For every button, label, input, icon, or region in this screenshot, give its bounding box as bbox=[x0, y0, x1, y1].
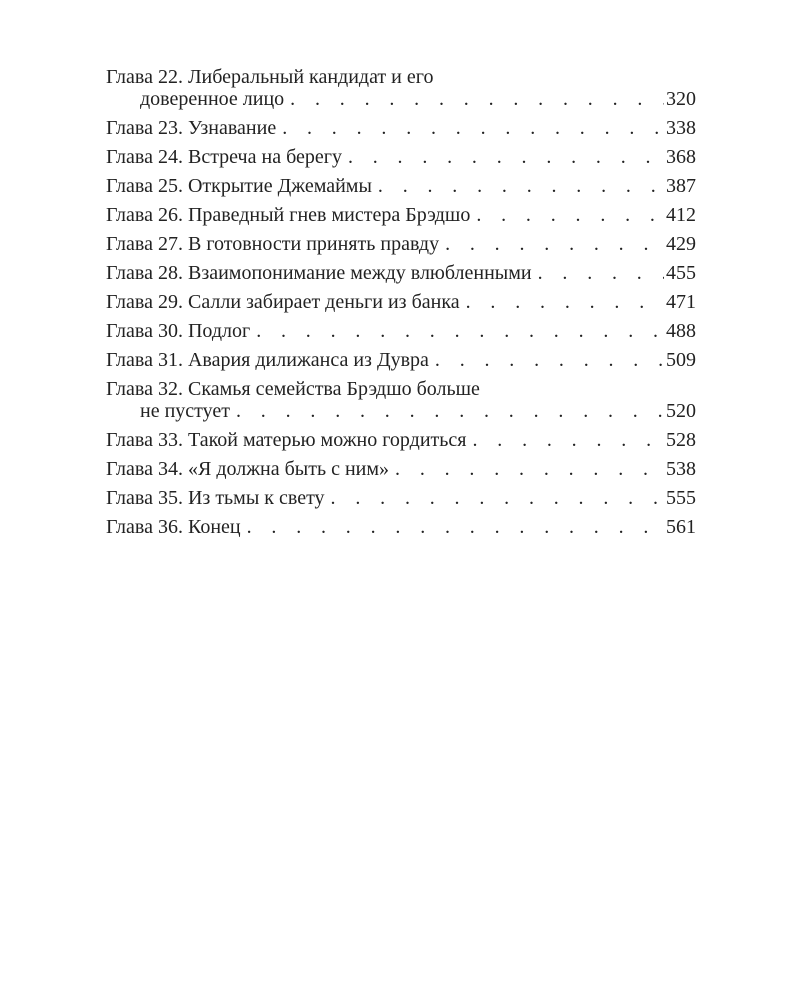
toc-entry bbox=[106, 349, 696, 371]
dot-leader bbox=[241, 516, 664, 538]
dot-leader bbox=[466, 429, 664, 451]
toc-page-number: 561 bbox=[666, 516, 696, 538]
toc-entry-title: Глава 23. Узнавание bbox=[106, 117, 277, 139]
table-of-contents bbox=[106, 66, 696, 545]
toc-entry-title-continuation: доверенное лицо bbox=[140, 88, 285, 110]
dot-leader bbox=[250, 320, 664, 342]
toc-page-number: 538 bbox=[666, 458, 696, 480]
dot-leader bbox=[470, 204, 664, 226]
dot-leader bbox=[429, 349, 664, 371]
toc-entry-title: Глава 30. Подлог bbox=[106, 320, 251, 342]
dot-leader bbox=[439, 233, 664, 255]
toc-entry bbox=[106, 487, 696, 509]
dot-leader bbox=[342, 146, 664, 168]
toc-page-number: 429 bbox=[666, 233, 696, 255]
dot-leader bbox=[325, 487, 664, 509]
dot-leader bbox=[230, 400, 664, 422]
toc-entry bbox=[106, 320, 696, 342]
toc-entry bbox=[106, 175, 696, 197]
toc-entry-title-continuation: не пустует bbox=[140, 400, 230, 422]
toc-entry bbox=[106, 262, 696, 284]
toc-entry bbox=[106, 378, 696, 422]
toc-page-number: 455 bbox=[666, 262, 696, 284]
toc-entry bbox=[106, 146, 696, 168]
toc-page-number: 528 bbox=[666, 429, 696, 451]
toc-entry bbox=[106, 458, 696, 480]
toc-entry-title: Глава 34. «Я должна быть с ним» bbox=[106, 458, 390, 480]
dot-leader bbox=[372, 175, 664, 197]
toc-entry-title: Глава 29. Салли забирает деньги из банка bbox=[106, 291, 460, 313]
toc-entry-title: Глава 22. Либеральный кандидат и его bbox=[106, 66, 434, 88]
dot-leader bbox=[532, 262, 664, 284]
toc-entry-title: Глава 33. Такой матерью можно гордиться bbox=[106, 429, 467, 451]
dot-leader bbox=[276, 117, 664, 139]
dot-leader bbox=[460, 291, 664, 313]
toc-entry-title: Глава 35. Из тьмы к свету bbox=[106, 487, 325, 509]
toc-entry bbox=[106, 66, 696, 110]
toc-entry-title: Глава 31. Авария дилижанса из Дувра bbox=[106, 349, 429, 371]
toc-entry-title: Глава 25. Открытие Джемаймы bbox=[106, 175, 372, 197]
toc-entry bbox=[106, 291, 696, 313]
toc-entry bbox=[106, 204, 696, 226]
toc-entry bbox=[106, 233, 696, 255]
toc-page-number: 387 bbox=[666, 175, 696, 197]
toc-page-number: 520 bbox=[666, 400, 696, 422]
toc-page-number: 320 bbox=[666, 88, 696, 110]
toc-entry-title: Глава 27. В готовности принять правду bbox=[106, 233, 440, 255]
toc-page-number: 368 bbox=[666, 146, 696, 168]
toc-page-number: 488 bbox=[666, 320, 696, 342]
dot-leader bbox=[389, 458, 664, 480]
toc-entry-title: Глава 32. Скамья семейства Брэдшо больше bbox=[106, 378, 480, 400]
toc-page-number: 471 bbox=[666, 291, 696, 313]
toc-entry-title: Глава 36. Конец bbox=[106, 516, 241, 538]
toc-entry bbox=[106, 516, 696, 538]
toc-page-number: 338 bbox=[666, 117, 696, 139]
toc-page-number: 555 bbox=[666, 487, 696, 509]
dot-leader bbox=[284, 88, 664, 110]
toc-entry-title: Глава 28. Взаимопонимание между влюбленными bbox=[106, 262, 532, 284]
toc-page-number: 412 bbox=[666, 204, 696, 226]
toc-entry-title: Глава 24. Встреча на берегу bbox=[106, 146, 342, 168]
toc-entry bbox=[106, 429, 696, 451]
toc-entry-title: Глава 26. Праведный гнев мистера Брэдшо bbox=[106, 204, 471, 226]
toc-entry bbox=[106, 117, 696, 139]
toc-page-number: 509 bbox=[666, 349, 696, 371]
